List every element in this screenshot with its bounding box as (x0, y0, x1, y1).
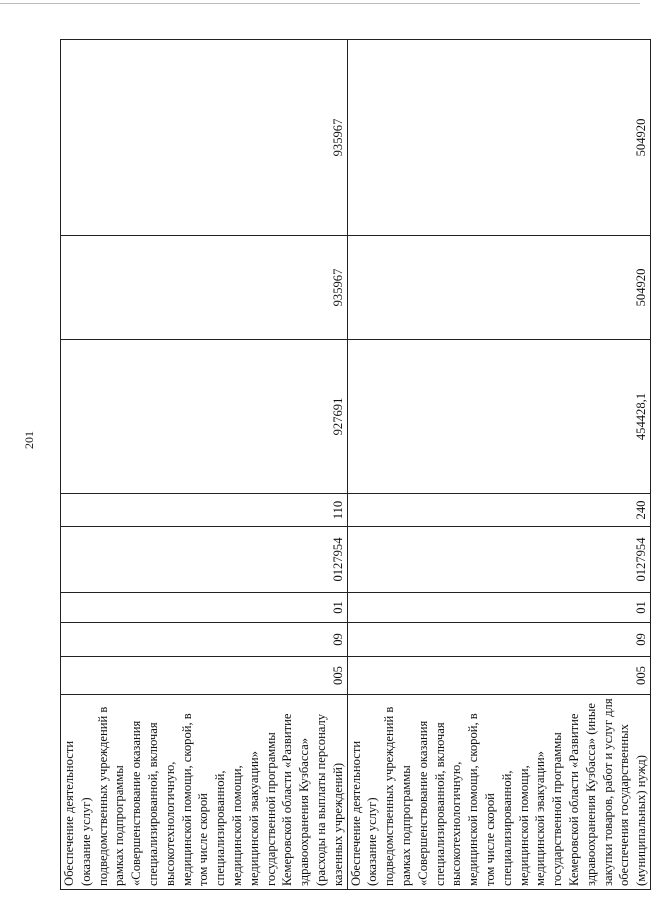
subsection-cell: 01 (347, 593, 650, 623)
amount-year-1-cell: 454428,1 (347, 340, 650, 494)
top-edge-line (0, 3, 640, 4)
row-description: Обеспечение деятельности (оказание услуг) подведомственных учреждений в рамках подпрограммы «Совершенствование оказания специализированной, включая высокотехнологичную, медицинской помощи, скорой, в том числе скорой специализированной, медицинской помощи, медицинской эвакуации» государственной программы Кемеровской области «Развитие здравоохранения Кузбасса» (иные закупки товаров, работ и услуг для обеспечения государственных (муниципальных) нужд) (347, 695, 650, 890)
section-cell: 09 (347, 623, 650, 657)
rotated-table-frame (60, 40, 649, 890)
page-number: 201 (22, 431, 36, 449)
ministry-code-cell: 005 (61, 657, 348, 695)
section-cell: 09 (61, 623, 348, 657)
table-row (347, 40, 650, 890)
amount-year-2-cell: 504920 (347, 236, 650, 340)
budget-table (60, 39, 651, 890)
expense-type-cell: 240 (347, 494, 650, 527)
expense-type-cell: 110 (61, 494, 348, 527)
amount-year-3-cell: 504920 (347, 40, 650, 236)
target-article-cell: 0127954 (61, 527, 348, 593)
amount-year-2-cell: 935967 (61, 236, 348, 340)
row-description: Обеспечение деятельности (оказание услуг) подведомственных учреждений в рамках подпрограммы «Совершенствование оказания специализированной, включая высокотехнологичную, медицинской помощи, скорой, в том числе скорой специализированной, медицинской помощи, медицинской эвакуации» государственной программы Кемеровской области «Развитие здравоохранения Кузбасса» (расходы на выплаты персоналу казенных учреждений) (61, 695, 348, 890)
target-article-cell: 0127954 (347, 527, 650, 593)
amount-year-1-cell: 927691 (61, 340, 348, 494)
amount-year-3-cell: 935967 (61, 40, 348, 236)
table-row (61, 40, 348, 890)
ministry-code-cell: 005 (347, 657, 650, 695)
subsection-cell: 01 (61, 593, 348, 623)
